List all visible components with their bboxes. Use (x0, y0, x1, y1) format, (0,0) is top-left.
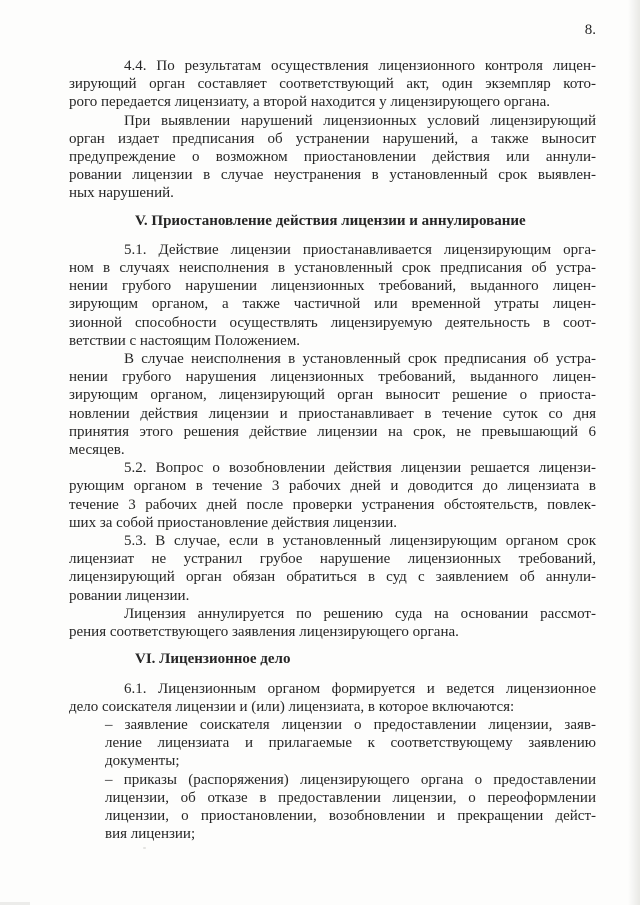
text-line: лицензиат не устранил грубое нарушение лицензионных требований, (69, 551, 596, 568)
text-line: VI. Лицензионное дело (135, 651, 291, 668)
scan-edge-shadow (628, 0, 640, 905)
list-item (105, 771, 596, 844)
scan-speck (143, 847, 146, 849)
text-line: ление лицензиата и прилагаемые к соответствующему заявлению (105, 735, 596, 752)
text-line: вия лицензии; (105, 826, 196, 843)
text-line: ших за собой приостановление действия лицензии. (69, 514, 397, 531)
page-number: 8. (584, 22, 596, 38)
paragraph (69, 680, 596, 716)
text-line: месяцев. (69, 442, 125, 459)
list-item (105, 716, 596, 771)
text-line: 5.2. Вопрос о возобновлении действия лицензии решается лицензи- (124, 460, 596, 477)
text-line: зирующим органом, а также частичной или временной утраты лицен- (69, 296, 596, 313)
text-line: рующим органом в течение 3 рабочих дней и доводится до лицензиата в (69, 478, 596, 495)
text-line: дело соискателя лицензии и (или) лицензиата, в которое включаются: (69, 698, 515, 715)
text-line: – приказы (распоряжения) лицензирующего органа о предоставлении (105, 771, 596, 788)
text-line: новлении действия лицензии и приостанавливает в течение суток со дня (69, 405, 596, 422)
text-line: лицензии, о приостановлении, возобновлении и прекращении дейст- (105, 807, 596, 824)
text-line: При выявлении нарушений лицензионных условий лицензирующий (124, 112, 596, 129)
text-line: ровании лицензии. (69, 587, 190, 604)
text-line: зирующий орган составляет соответствующий акт, один экземпляр кото- (69, 76, 596, 93)
text-line: рения соответствующего заявления лицензирующего органа. (69, 624, 459, 641)
text-line: 4.4. По результатам осуществления лицензионного контроля лицен- (124, 58, 596, 74)
paragraph (69, 241, 596, 350)
text-line: рого передается лицензиату, а второй находится у лицензирующего органа. (69, 94, 551, 111)
text-line: ветствии с настоящим Положением. (69, 332, 301, 349)
text-line: ных нарушений. (69, 185, 174, 202)
section-heading (69, 650, 596, 668)
text-line: нении грубого нарушении лицензионных требований, выданного лицен- (69, 278, 596, 295)
document-body (69, 57, 596, 843)
text-line: В случае неисполнения в установленный срок предписания об устра- (124, 351, 596, 368)
paragraph (69, 350, 596, 459)
text-line: 5.3. В случае, если в установленный лицензирующим органом срок (124, 533, 596, 550)
section-heading (69, 212, 596, 230)
text-line: течение 3 рабочих дней после проверки устранения обстоятельств, повлек- (69, 496, 596, 513)
text-line: 5.1. Действие лицензии приостанавливается лицензирующим орга- (124, 241, 596, 258)
text-line: 6.1. Лицензионным органом формируется и ведется лицензионное (124, 680, 596, 697)
text-line: лицензирующий орган обязан обратиться в суд с заявлением об аннули- (69, 569, 596, 586)
paragraph (69, 532, 596, 605)
text-line: зирующим органом, лицензирующий орган выносит решение о приоста- (69, 387, 596, 404)
text-line: документы; (105, 753, 180, 770)
paragraph (69, 112, 596, 203)
text-line: ровании лицензии в случае неустранения в установленный срок выявлен- (69, 167, 596, 184)
text-line: Лицензия аннулируется по решению суда на основании рассмот- (124, 605, 596, 622)
text-line: принятия этого решения действие лицензии на срок, не превышающий 6 (69, 423, 596, 440)
text-line: V. Приостановление действия лицензии и аннулирование (135, 212, 526, 229)
text-line: – заявление соискателя лицензии о предоставлении лицензии, заяв- (105, 716, 596, 733)
text-line: предупреждение о возможном приостановлении действия или аннули- (69, 149, 596, 166)
text-line: нении грубого нарушения лицензионных требований, выданного лицен- (69, 369, 596, 386)
text-line: зионной способности осуществлять лицензируемую деятельность в соот- (69, 314, 596, 331)
paragraph (69, 57, 596, 112)
text-line: орган издает предписания об устранении нарушений, а также выносит (69, 130, 596, 147)
text-line: ном в случаях неисполнения в установленный срок предписания об устра- (69, 260, 596, 277)
text-line: лицензии, об отказе в предоставлении лицензии, о переоформлении (105, 789, 596, 806)
paragraph (69, 605, 596, 641)
paragraph (69, 459, 596, 532)
